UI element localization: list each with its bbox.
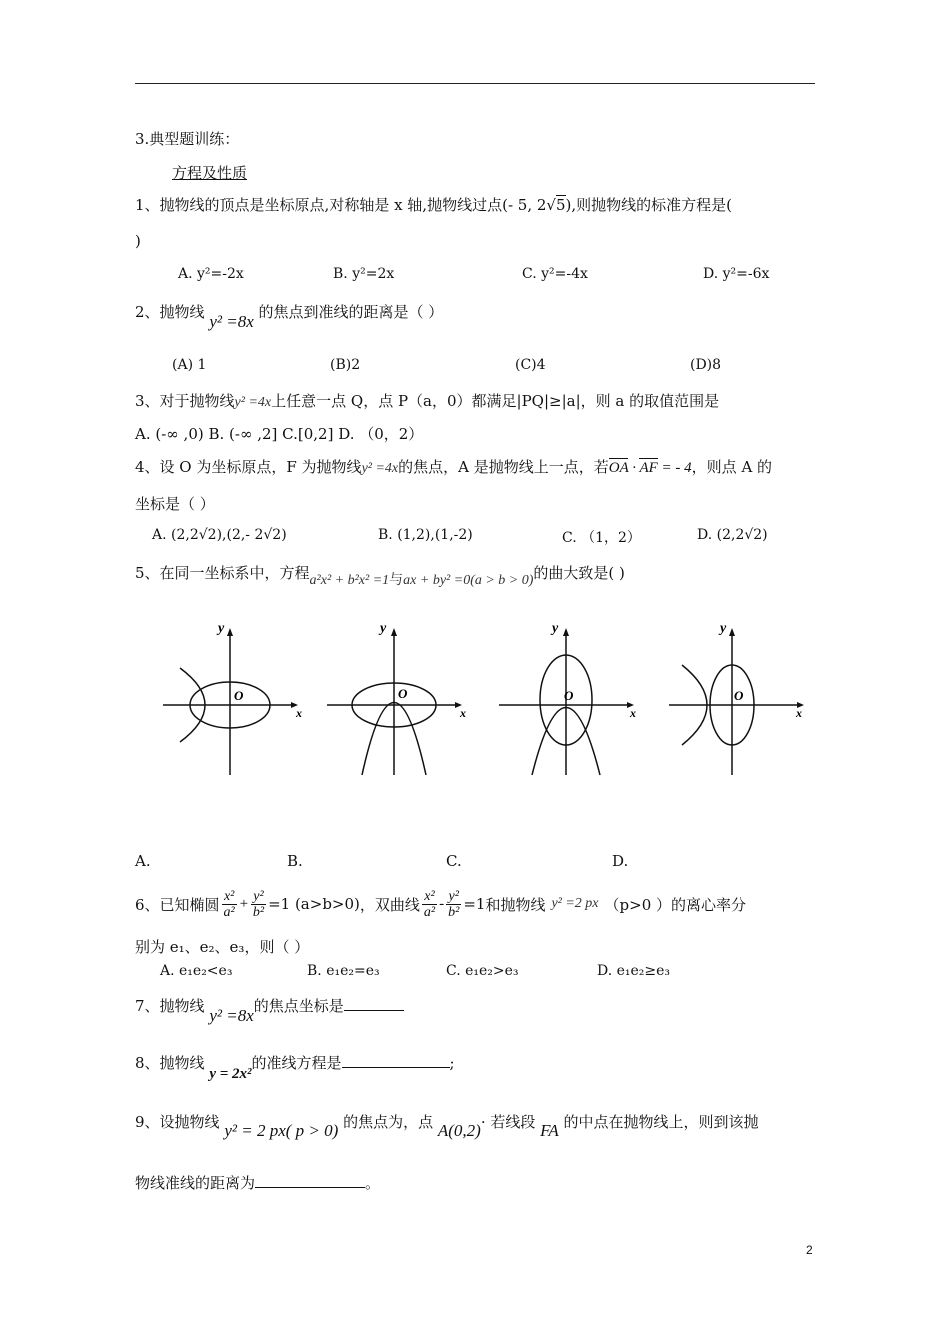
q2-option-b: (B)2 <box>330 357 361 373</box>
q7-equation: y² =8x <box>209 1006 254 1025</box>
q3-text: 3、对于抛物线 <box>135 392 235 410</box>
q2-text: 2、抛物线 <box>135 303 205 321</box>
q6-frac-y-b-2: $\frac{\text{y²}}{\text{b²}}$ <box>448 888 460 920</box>
graph-d-x-label: x <box>796 706 802 720</box>
q5-equation-1: a²x² + b²x² =1 <box>309 573 390 588</box>
q4-text-mid: 的焦点，A 是抛物线上一点，若 <box>398 458 609 476</box>
graph-b <box>322 620 472 780</box>
q5-and: 与 <box>389 572 404 588</box>
graph-a-origin: O <box>234 688 244 703</box>
q4-equation: y² =4x <box>361 461 399 476</box>
graph-b-x-label: x <box>460 706 466 720</box>
q6-option-a: A. e₁e₂<e₃ <box>160 963 233 979</box>
q5-label-b: B. <box>287 852 303 870</box>
q2-option-a: (A) 1 <box>172 357 207 373</box>
graph-d-y-label: y <box>720 621 727 636</box>
q9-text-mid2: · 若线段 <box>480 1113 536 1131</box>
q4-text-end: ，则点 A 的 <box>691 458 773 476</box>
question-9 <box>135 1111 759 1140</box>
question-8 <box>135 1052 455 1082</box>
graph-b-y-arrow <box>391 628 397 636</box>
q4-vector-af: AF <box>639 460 658 476</box>
graph-a-y-label: y <box>218 621 225 636</box>
q9-text: 9、设抛物线 <box>135 1113 220 1131</box>
q6-option-c: C. e₁e₂>e₃ <box>446 963 519 979</box>
q6-text-mid2: 和抛物线 <box>485 895 546 914</box>
q7-text: 7、抛物线 <box>135 997 205 1015</box>
q1-option-d: D. y²=-6x <box>703 266 770 282</box>
graph-d <box>664 620 814 780</box>
q6-frac-y-b: $\frac{\text{y²}}{\text{b²}}$ <box>252 888 265 920</box>
q4-line2: 坐标是（ ） <box>135 495 215 513</box>
q8-equation: y = 2x² <box>209 1066 252 1082</box>
q1-option-a: A. y²=-2x <box>178 266 244 282</box>
q4-option-a: A. (2,2√2),(2,- 2√2) <box>152 527 287 543</box>
q9-period: 。 <box>365 1174 381 1192</box>
q9-point: A(0,2) <box>437 1121 481 1140</box>
q6-text: 6、已知椭圆 <box>135 895 220 914</box>
q8-text: 8、抛物线 <box>135 1054 205 1072</box>
question-5 <box>135 562 625 588</box>
section-heading: 3.典型题训练： <box>135 130 240 148</box>
graph-d-origin: O <box>734 688 744 703</box>
q2-text-end: 的焦点到准线的距离是（ ） <box>258 303 444 321</box>
q4-text: 4、设 O 为坐标原点，F 为抛物线 <box>135 458 362 476</box>
header-rule <box>135 83 815 84</box>
q6-minus: - <box>439 895 445 912</box>
q6-equals: =1 (a>b>0) <box>268 895 360 913</box>
q1-point: - 5, 2 <box>507 196 547 214</box>
q4-option-c: C. （1，2） <box>562 530 641 546</box>
graph-c-x-label: x <box>630 706 636 720</box>
q3-equation: y² =4x <box>234 395 272 410</box>
graph-c-y-label: y <box>552 621 559 636</box>
q9-line2-text: 物线准线的距离为 <box>135 1174 256 1192</box>
q9-answer-blank[interactable] <box>255 1173 365 1188</box>
q2-option-d: (D)8 <box>690 357 722 373</box>
q2-equation: y² =8x <box>209 312 254 331</box>
graph-a-x-label: x <box>296 706 302 720</box>
q9-segment: FA <box>540 1121 559 1140</box>
graph-d-y-arrow <box>729 628 735 636</box>
q1-option-c: C. y²=-4x <box>522 266 588 282</box>
q6-equation: y² =2 px <box>551 896 599 911</box>
q4-option-d: D. (2,2√2) <box>697 527 768 543</box>
question-1 <box>135 194 732 215</box>
q5-label-d: D. <box>612 852 629 870</box>
q7-answer-blank[interactable] <box>344 996 404 1011</box>
graph-b-origin: O <box>398 686 408 701</box>
q9-line2 <box>135 1172 380 1193</box>
sqrt-symbol: √ <box>546 196 556 214</box>
q6-frac-x-a-2: $\frac{\text{x²}}{\text{a²}}$ <box>423 888 436 920</box>
q5-label-c: C. <box>446 852 462 870</box>
question-3 <box>135 390 719 411</box>
q5-label-a: A. <box>135 852 151 870</box>
page-number: 2 <box>806 1243 813 1257</box>
graph-c-y-arrow <box>563 628 569 636</box>
q8-semicolon: ; <box>449 1054 455 1072</box>
question-7 <box>135 995 404 1025</box>
q4-vector-oa: OA <box>608 460 629 476</box>
question-2 <box>135 301 444 331</box>
q5-text-end: 的曲大致是( ) <box>533 564 625 582</box>
q8-answer-blank[interactable] <box>342 1053 450 1068</box>
graph-a <box>158 620 308 780</box>
q8-text-end: 的准线方程是 <box>251 1054 342 1072</box>
q5-equation-2: ax + by² =0(a > b > 0) <box>403 573 534 588</box>
graph-b-y-label: y <box>380 621 387 636</box>
q6-line2: 别为 e₁、e₂、e₃，则（ ） <box>135 938 310 956</box>
q4-dot: · <box>628 460 640 476</box>
q6-text-mid: ，双曲线 <box>359 895 420 914</box>
q1-text: 1、抛物线的顶点是坐标原点,对称轴是 x 轴,抛物线过点( <box>135 196 508 214</box>
q6-frac-x-a: $\frac{\text{x²}}{\text{a²}}$ <box>223 888 235 920</box>
q6-equals-2: =1 <box>463 895 486 913</box>
graph-c-origin: O <box>564 688 574 703</box>
q1-text-end: ),则抛物线的标准方程是( <box>565 196 732 214</box>
graph-a-y-arrow <box>227 628 233 636</box>
question-4 <box>135 456 772 477</box>
q4-option-b: B. (1,2),(1,-2) <box>378 527 473 543</box>
q9-text-end: 的中点在抛物线上，则到该抛 <box>563 1113 759 1131</box>
q9-text-mid: 的焦点为，点 <box>343 1113 434 1131</box>
q5-text: 5、在同一坐标系中，方程 <box>135 564 310 582</box>
question-6 <box>135 884 746 924</box>
graph-c <box>494 620 644 780</box>
q6-text-end: （p>0 ）的离心率分 <box>604 895 747 914</box>
q4-value: = - 4 <box>657 460 692 476</box>
q9-equation: y² = 2 px( p > 0) <box>224 1121 339 1140</box>
q6-plus: + <box>238 895 249 912</box>
q7-text-end: 的焦点坐标是 <box>253 997 344 1015</box>
q2-option-c: (C)4 <box>515 357 546 373</box>
q6-option-d: D. e₁e₂≥e₃ <box>597 963 671 979</box>
subheading: 方程及性质 <box>172 164 248 182</box>
q1-root: 5 <box>555 196 566 214</box>
q1-line2: ) <box>135 232 141 250</box>
q6-option-b: B. e₁e₂=e₃ <box>307 963 380 979</box>
q3-text-end: 上任意一点 Q，点 P（a，0）都满足|PQ|≥|a|，则 a 的取值范围是 <box>271 392 720 410</box>
q3-options: A. (-∞ ,0) B. (-∞ ,2] C.[0,2] D. （0，2） <box>135 425 424 443</box>
q1-option-b: B. y²=2x <box>333 266 395 282</box>
